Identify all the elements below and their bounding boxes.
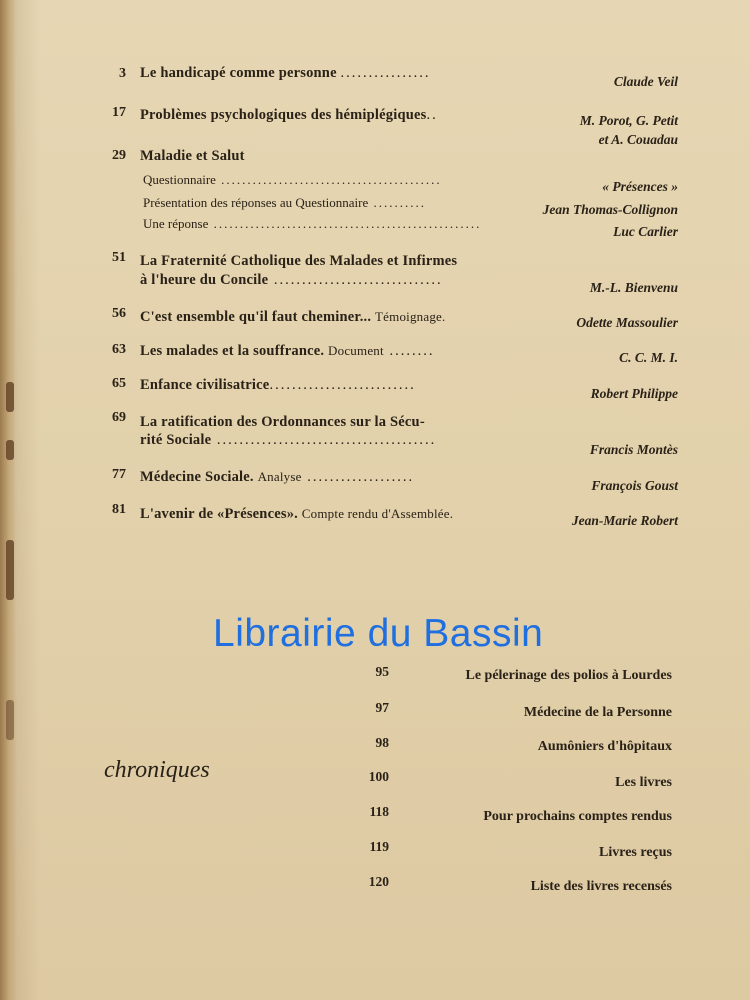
toc-title: Le handicapé comme personne ................ — [140, 65, 431, 81]
toc-title: rité Sociale ....................................... — [140, 432, 437, 448]
toc-title: Médecine Sociale. Analyse ................... — [140, 469, 415, 485]
chronique-title: Livres reçus — [599, 845, 672, 860]
toc-page-number: 17 — [112, 105, 126, 120]
chronique-page-number: 120 — [368, 874, 389, 889]
chronique-page-number: 98 — [375, 735, 389, 750]
toc-author: Luc Carlier — [613, 224, 678, 239]
page-stain — [6, 540, 14, 600]
toc-title: Maladie et Salut — [140, 148, 245, 164]
toc-author: « Présences » — [602, 179, 678, 194]
watermark-text: Librairie du Bassin — [213, 612, 544, 655]
toc-author: Odette Massoulier — [576, 315, 678, 330]
toc-page-number: 29 — [112, 148, 126, 163]
toc-subitem: Une réponse ................................................... — [143, 216, 482, 231]
page-stain — [6, 700, 14, 740]
toc-page-number: 51 — [112, 250, 126, 265]
chronique-title: Pour prochains comptes rendus — [483, 809, 672, 824]
page-stain — [6, 440, 14, 460]
chronique-title: Liste des livres recensés — [530, 879, 672, 894]
toc-page-number: 56 — [112, 306, 126, 321]
toc-page-number: 77 — [112, 467, 126, 482]
toc-title: C'est ensemble qu'il faut cheminer... Témoignage. — [140, 309, 446, 325]
toc-author: Francis Montès — [589, 442, 678, 457]
toc-page-number: 65 — [112, 376, 126, 391]
chronique-page-number: 100 — [368, 769, 389, 784]
toc-subitem: Présentation des réponses au Questionnaire .......... — [143, 195, 427, 210]
toc-page-number: 3 — [119, 66, 126, 81]
toc-author: Jean Thomas-Collignon — [542, 202, 678, 217]
chronique-title: Le pélerinage des polios à Lourdes — [465, 668, 672, 683]
toc-author: C. C. M. I. — [619, 350, 678, 365]
toc-title: Problèmes psychologiques des hémiplégiques.. — [140, 107, 438, 123]
toc-title: L'avenir de «Présences». Compte rendu d'Assemblée. — [140, 506, 454, 522]
chronique-title: Les livres — [615, 775, 672, 790]
page-stain — [6, 382, 14, 412]
toc-author: M.-L. Bienvenu — [589, 280, 678, 295]
chronique-title: Aumôniers d'hôpitaux — [537, 739, 672, 754]
toc-author: Claude Veil — [613, 74, 678, 89]
toc-author: et A. Couadau — [598, 132, 678, 147]
chronique-page-number: 118 — [369, 804, 389, 819]
toc-title: Enfance civilisatrice.......................... — [140, 377, 416, 393]
page-spine-shadow — [0, 0, 16, 1000]
toc-page-number: 63 — [112, 342, 126, 357]
toc-title: La ratification des Ordonnances sur la Sécu- — [140, 414, 425, 430]
toc-page-number: 81 — [112, 502, 126, 517]
toc-page-number: 69 — [112, 410, 126, 425]
chronique-page-number: 119 — [369, 839, 389, 854]
toc-title: La Fraternité Catholique des Malades et Infirmes — [140, 253, 458, 269]
toc-author: Jean-Marie Robert — [571, 513, 678, 528]
chronique-page-number: 97 — [375, 700, 389, 715]
chronique-page-number: 95 — [375, 664, 389, 679]
toc-author: François Goust — [591, 478, 678, 493]
chroniques-heading: chroniques — [104, 757, 210, 783]
toc-author: Robert Philippe — [590, 386, 678, 401]
toc-subitem: Questionnaire .......................................... — [143, 172, 442, 187]
chronique-title: Médecine de la Personne — [523, 705, 672, 720]
toc-author: M. Porot, G. Petit — [579, 113, 678, 128]
toc-title: à l'heure du Concile .............................. — [140, 272, 443, 288]
toc-title: Les malades et la souffrance. Document ........ — [140, 343, 435, 359]
